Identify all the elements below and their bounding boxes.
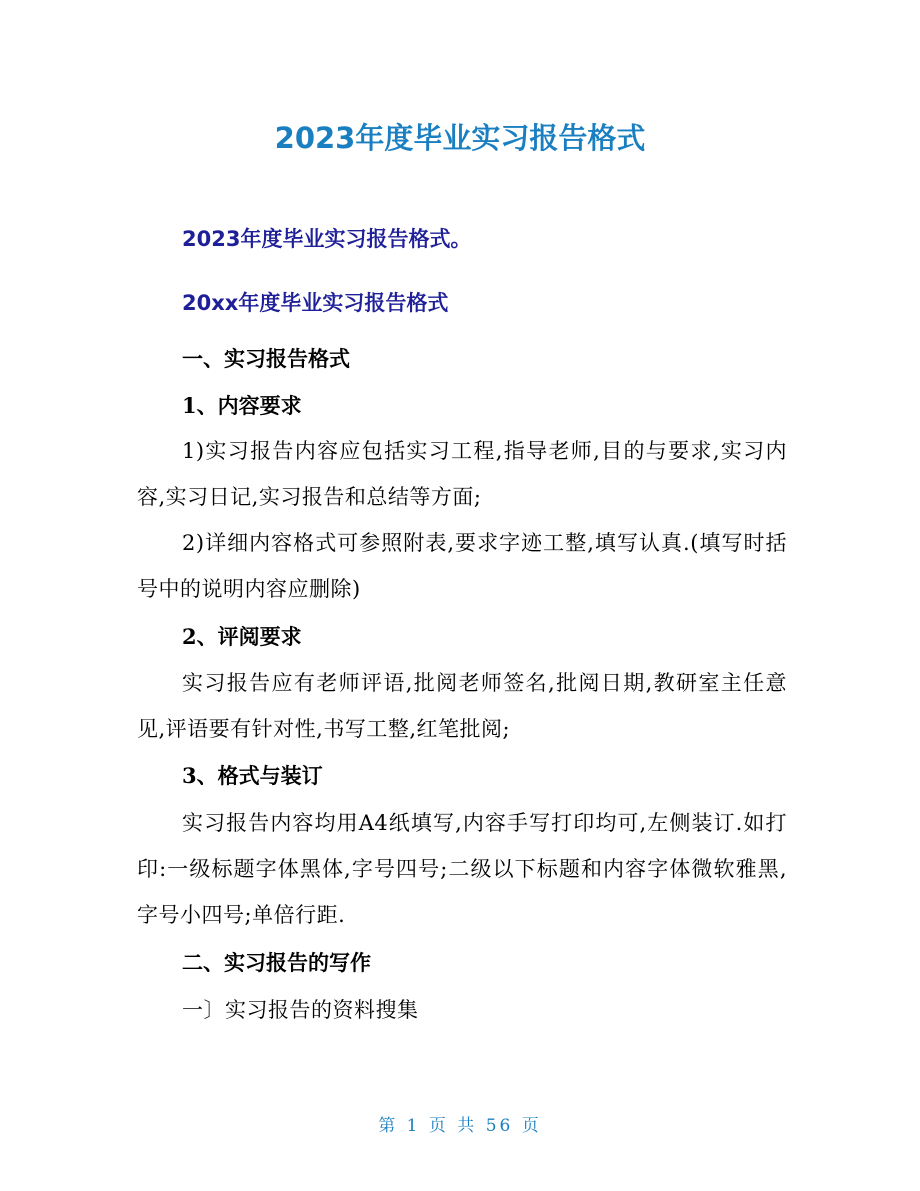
item-heading-3: 3、格式与装订 bbox=[182, 763, 323, 788]
paragraph-content-requirements-2: 2)详细内容格式可参照附表,要求字迹工整,填写认真.(填写时括号中的说明内容应删除) bbox=[137, 531, 787, 601]
sub-section-heading-1: 一〕实习报告的资料搜集 bbox=[182, 998, 419, 1022]
section-heading-1: 一、实习报告格式 bbox=[182, 346, 350, 371]
page-title: 2023年度毕业实习报告格式 bbox=[274, 121, 646, 155]
paragraph-format-binding: 实习报告内容均用A4纸填写,内容手写打印均可,左侧装订.如打印:一级标题字体黑体,字号四号;二级以下标题和内容字体微软雅黑,字号小四号;单倍行距. bbox=[137, 811, 787, 927]
subtitle-1: 2023年度毕业实习报告格式。 bbox=[182, 227, 472, 251]
item-heading-2: 2、评阅要求 bbox=[182, 624, 302, 649]
page-indicator: 第 1 页 共 56 页 bbox=[378, 1116, 542, 1136]
paragraph-content-requirements-1: 1)实习报告内容应包括实习工程,指导老师,目的与要求,实习内容,实习日记,实习报告和总结等方面; bbox=[137, 439, 787, 509]
section-heading-2: 二、实习报告的写作 bbox=[182, 950, 371, 975]
subtitle-2: 20xx年度毕业实习报告格式 bbox=[182, 291, 449, 315]
item-heading-1: 1、内容要求 bbox=[182, 393, 302, 418]
paragraph-review-requirements: 实习报告应有老师评语,批阅老师签名,批阅日期,教研室主任意见,评语要有针对性,书写工整,红笔批阅; bbox=[137, 671, 787, 741]
